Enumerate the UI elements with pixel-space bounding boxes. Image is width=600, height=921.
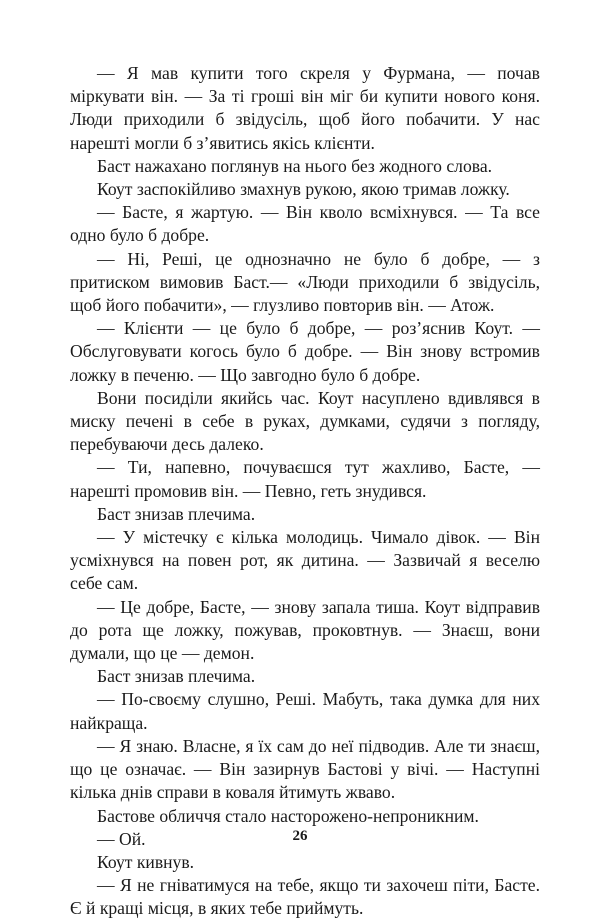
paragraph-6: — Клієнти — це було б добре, — роз’яснив Коут. — Обслуговувати когось було б добре. — Він знову встромив ложку в печеню. — Що завгодно було б добре. [70, 318, 540, 385]
paragraph-18: — Я не гніватимуся на тебе, якщо ти захочеш піти, Басте. Є й кращі місця, в яких тебе приймуть. [70, 875, 540, 919]
paragraph-15: Бастове обличчя стало насторожено-непроникним. [97, 805, 479, 826]
paragraph-14: — Я знаю. Власне, я їх сам до неї підводив. Але ти знаєш, що це означає. — Він зазирнув Бастові у вічі. — Наступні кілька днів справи в коваля йтимуть жваво. [70, 735, 540, 803]
paragraph-7: Вони посиділи якийсь час. Коут насуплено вдивлявся в миску печені в себе в руках, думками, судячи з погляду, перебуваючи десь далеко. [70, 387, 540, 455]
paragraph-5: — Ні, Реші, це однозначно не було б добре, — з притиском вимовив Баст.— «Люди приходили б звідусіль, щоб його побачити», — глузливо повторив він. — Атож. [70, 248, 540, 316]
paragraph-1: — Я мав купити того скреля у Фурмана, — почав міркувати він. — За ті гроші він міг би купити нового коня. Люди приходили б звідусіль, щоб його побачити. У нас нарешті могли б з’явитись якісь клієнти. [70, 63, 540, 153]
paragraph-17: Коут кивнув. [97, 851, 195, 872]
paragraph-9: Баст знизав плечима. [97, 503, 256, 524]
paragraph-10: — У містечку є кілька молодиць. Чимало дівок. — Він усміхнувся на повен рот, як дитина. — Зазвичай я веселю себе сам. [70, 527, 540, 594]
paragraph-2: Баст нажахано поглянув на нього без жодного слова. [97, 155, 493, 176]
paragraph-3: Коут заспокійливо змахнув рукою, якою тримав ложку. [97, 179, 510, 200]
page-number: 26 [292, 828, 308, 844]
paragraph-4: — Басте, я жартую. — Він кволо всміхнувся. — Та все одно було б добре. [70, 202, 540, 246]
paragraph-13: — По-своєму слушно, Реші. Мабуть, така думка для них найкраща. [70, 689, 540, 733]
paragraph-11: — Це добре, Басте, — знову запала тиша. Коут відправив до рота ще ложку, пожував, проковтнув. — Знаєш, вони думали, що це — демон. [70, 596, 540, 664]
body-text [70, 62, 540, 921]
paragraph-12: Баст знизав плечима. [97, 666, 256, 687]
paragraph-16: — Ой. [97, 828, 146, 849]
paragraph-8: — Ти, напевно, почуваєшся тут жахливо, Басте, — нарешті промовив він. — Певно, геть знудився. [70, 457, 540, 501]
